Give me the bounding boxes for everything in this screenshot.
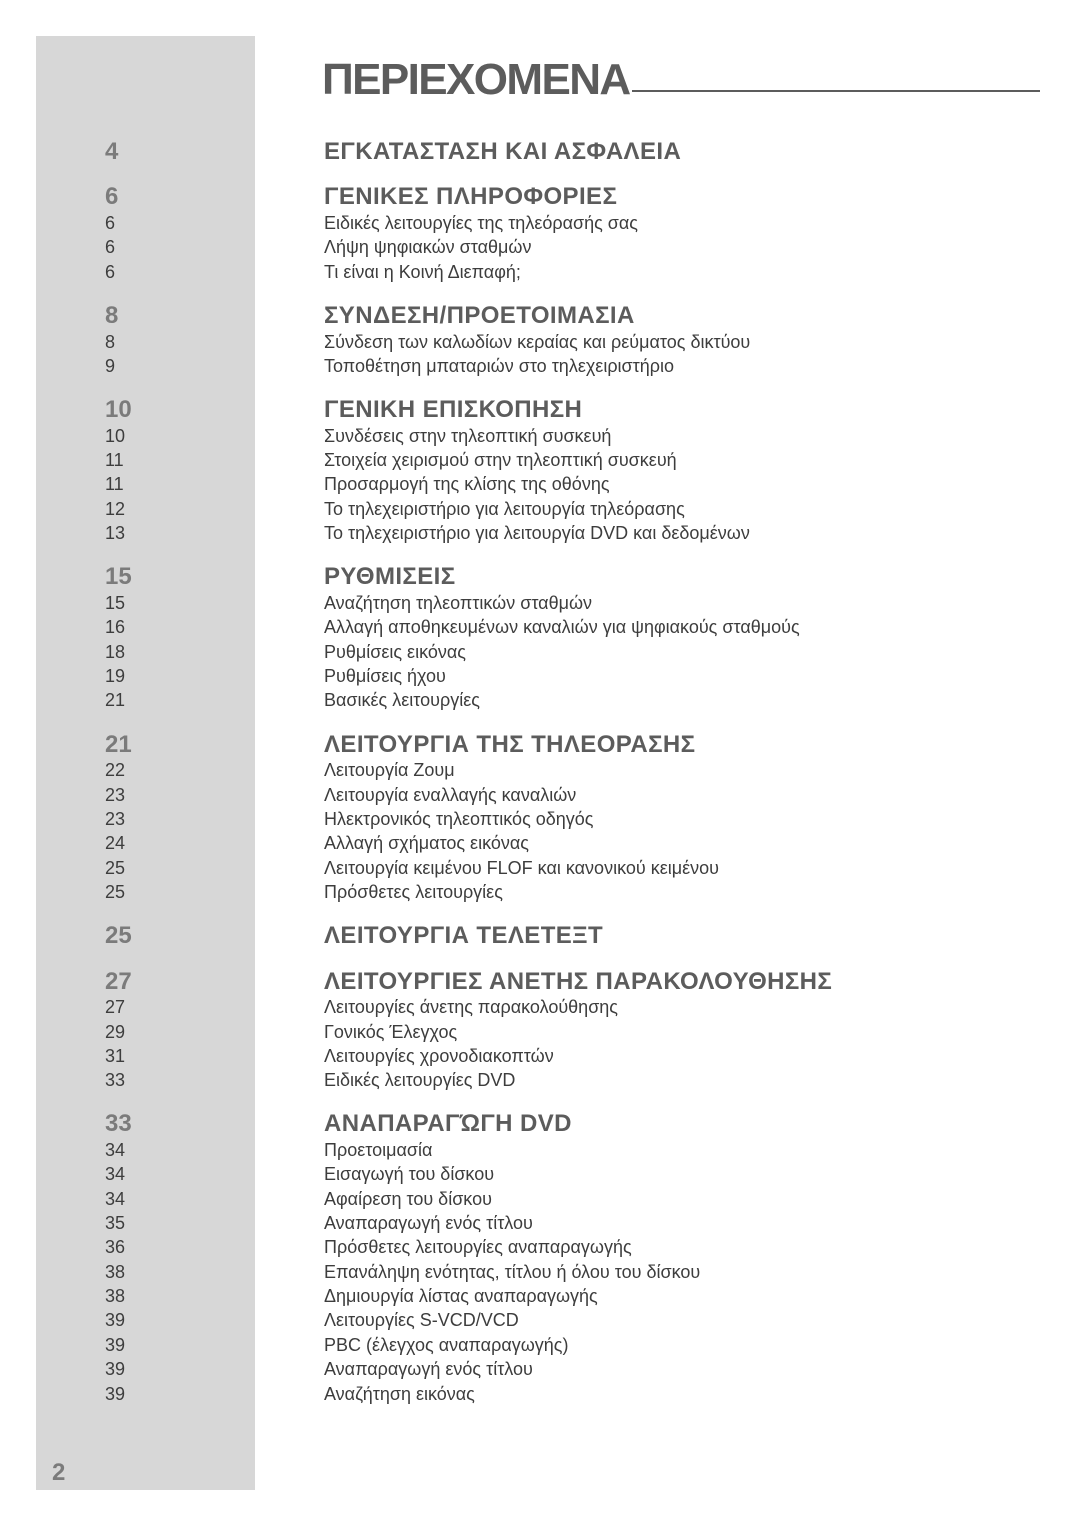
toc-entry	[105, 758, 1045, 782]
page-title: ΠΕΡΙΕΧΟΜΕΝΑ	[322, 55, 630, 104]
toc-entry	[105, 880, 1045, 904]
toc-section	[105, 731, 1045, 905]
section-page-number: 33	[105, 1110, 132, 1138]
entry-title: Λειτουργίες άνετης παρακολούθησης	[324, 997, 618, 1018]
toc-section	[105, 183, 1045, 284]
toc-entry	[105, 235, 1045, 259]
entry-page-number: 23	[105, 784, 126, 805]
toc-entry	[105, 1284, 1045, 1308]
toc-section	[105, 922, 1045, 950]
entry-page-number: 29	[105, 1021, 126, 1042]
entry-title: Προσαρμογή της κλίσης της οθόνης	[324, 474, 610, 495]
toc-entry	[105, 856, 1045, 880]
toc-entry	[105, 688, 1045, 712]
entry-page-number: 34	[105, 1164, 126, 1185]
entry-page-number: 19	[105, 666, 126, 686]
entry-page-number: 11	[105, 450, 124, 471]
entry-title: Σύνδεση των καλωδίων κεραίας και ρεύματος δικτύου	[324, 331, 751, 352]
toc-entry	[105, 1138, 1045, 1162]
toc-entry	[105, 640, 1045, 664]
section-page-number: 21	[105, 730, 132, 758]
entry-page-number: 35	[105, 1213, 126, 1234]
toc-entry	[105, 354, 1045, 378]
section-title: ΣΥΝΔΕΣΗ/ΠΡΟΕΤΟΙΜΑΣΙΑ	[324, 302, 635, 329]
entry-title: Ηλεκτρονικός τηλεοπτικός οδηγός	[324, 808, 594, 829]
section-page-number: 8	[105, 302, 119, 329]
section-heading-row	[105, 183, 1045, 211]
entry-title: Στοιχεία χειρισμού στην τηλεοπτική συσκευή	[324, 450, 677, 471]
section-title: ΑΝΑΠΑΡΑΓΏΓΗ DVD	[324, 1110, 572, 1138]
section-title: ΕΓΚΑΤΑΣΤΑΣΗ ΚΑΙ ΑΣΦΑΛΕΙΑ	[324, 138, 682, 165]
entry-title: Λειτουργίες χρονοδιακοπτών	[324, 1045, 554, 1066]
entry-title: Ρυθμίσεις ήχου	[324, 666, 446, 686]
section-page-number: 27	[105, 967, 132, 995]
entry-page-number: 13	[105, 523, 126, 544]
entry-page-number: 31	[105, 1045, 126, 1066]
entry-title: Λειτουργία εναλλαγής καναλιών	[324, 784, 577, 805]
entry-page-number: 16	[105, 617, 126, 638]
entry-title: Λήψη ψηφιακών σταθμών	[324, 237, 532, 258]
toc-list	[105, 138, 1045, 1406]
toc-entry	[105, 1382, 1045, 1406]
toc-section	[105, 138, 1045, 166]
toc-entry	[105, 521, 1045, 545]
entry-page-number: 38	[105, 1286, 126, 1307]
entry-title: PBC (έλεγχος αναπαραγωγής)	[324, 1334, 569, 1355]
section-title: ΡΥΘΜΙΣΕΙΣ	[324, 563, 456, 591]
entry-page-number: 22	[105, 760, 126, 781]
entry-page-number: 33	[105, 1070, 126, 1091]
toc-entry	[105, 1357, 1045, 1381]
entry-page-number: 18	[105, 641, 126, 662]
section-heading-row	[105, 302, 1045, 330]
section-title: ΛΕΙΤΟΥΡΓΙΑ ΤΕΛΕΤΕΞΤ	[324, 922, 604, 950]
toc-entry	[105, 211, 1045, 235]
entry-page-number: 34	[105, 1140, 126, 1161]
toc-entry	[105, 1308, 1045, 1332]
entry-title: Ρυθμίσεις εικόνας	[324, 641, 466, 662]
toc-entry	[105, 664, 1045, 688]
entry-page-number: 25	[105, 881, 126, 902]
entry-title: Επανάληψη ενότητας, τίτλου ή όλου του δίσκου	[324, 1261, 701, 1282]
toc-entry	[105, 831, 1045, 855]
entry-title: Δημιουργία λίστας αναπαραγωγής	[324, 1286, 598, 1307]
section-title: ΛΕΙΤΟΥΡΓΙΑ ΤΗΣ ΤΗΛΕΟΡΑΣΗΣ	[324, 730, 696, 758]
entry-page-number: 10	[105, 425, 126, 446]
toc-entry	[105, 591, 1045, 615]
entry-title: Αναπαραγωγή ενός τίτλου	[324, 1359, 533, 1380]
title-underline	[632, 90, 1040, 92]
section-heading-row	[105, 1110, 1045, 1138]
entry-title: Αφαίρεση του δίσκου	[324, 1188, 492, 1209]
toc-entry	[105, 497, 1045, 521]
section-page-number: 4	[105, 138, 119, 165]
toc-entry	[105, 1235, 1045, 1259]
toc-entry	[105, 807, 1045, 831]
entry-page-number: 15	[105, 592, 126, 613]
section-heading-row	[105, 138, 1045, 166]
entry-title: Συνδέσεις στην τηλεοπτική συσκευή	[324, 425, 612, 446]
entry-title: Αναζήτηση τηλεοπτικών σταθμών	[324, 592, 593, 613]
section-page-number: 25	[105, 922, 132, 950]
toc-entry	[105, 1333, 1045, 1357]
entry-title: Λειτουργία κειμένου FLOF και κανονικού κειμένου	[324, 857, 719, 878]
entry-title: Πρόσθετες λειτουργίες αναπαραγωγής	[324, 1237, 632, 1258]
toc-entry	[105, 1068, 1045, 1092]
entry-page-number: 6	[105, 237, 116, 258]
entry-title: Προετοιμασία	[324, 1140, 433, 1161]
toc-section	[105, 968, 1045, 1093]
entry-title: Αλλαγή σχήματος εικόνας	[324, 833, 529, 854]
entry-title: Αλλαγή αποθηκευμένων καναλιών για ψηφιακούς σταθμούς	[324, 617, 800, 638]
toc-section	[105, 1110, 1045, 1405]
toc-entry	[105, 424, 1045, 448]
entry-page-number: 6	[105, 261, 116, 282]
entry-title: Πρόσθετες λειτουργίες	[324, 881, 503, 902]
entry-title: Ειδικές λειτουργίες DVD	[324, 1070, 516, 1091]
section-heading-row	[105, 396, 1045, 424]
section-heading-row	[105, 968, 1045, 996]
toc-entry	[105, 615, 1045, 639]
section-heading-row	[105, 731, 1045, 759]
entry-title: Βασικές λειτουργίες	[324, 690, 480, 711]
entry-title: Το τηλεχειριστήριο για λειτουργία τηλεόρασης	[324, 498, 685, 519]
toc-entry	[105, 1211, 1045, 1235]
entry-title: Αναζήτηση εικόνας	[324, 1383, 475, 1404]
entry-title: Λειτουργίες S-VCD/VCD	[324, 1310, 519, 1331]
entry-page-number: 39	[105, 1310, 126, 1331]
entry-page-number: 38	[105, 1261, 126, 1282]
section-title: ΓΕΝΙΚΗ ΕΠΙΣΚΟΠΗΣΗ	[324, 396, 583, 424]
entry-page-number: 36	[105, 1237, 126, 1258]
entry-title: Τοποθέτηση μπαταριών στο τηλεχειριστήριο	[324, 355, 675, 376]
toc-entry	[105, 1187, 1045, 1211]
section-page-number: 15	[105, 563, 132, 591]
entry-page-number: 6	[105, 213, 116, 234]
toc-entry	[105, 1162, 1045, 1186]
toc-entry	[105, 260, 1045, 284]
section-title: ΓΕΝΙΚΕΣ ΠΛΗΡΟΦΟΡΙΕΣ	[324, 183, 618, 211]
entry-title: Ειδικές λειτουργίες της τηλεόρασής σας	[324, 213, 638, 234]
toc-entry	[105, 783, 1045, 807]
entry-title: Το τηλεχειριστήριο για λειτουργία DVD και δεδομένων	[324, 523, 750, 544]
entry-page-number: 39	[105, 1383, 126, 1404]
page-number: 2	[52, 1459, 66, 1486]
toc-entry	[105, 1044, 1045, 1068]
toc-entry	[105, 448, 1045, 472]
entry-page-number: 21	[105, 690, 126, 711]
entry-page-number: 25	[105, 857, 126, 878]
entry-page-number: 39	[105, 1334, 126, 1355]
entry-page-number: 12	[105, 498, 126, 519]
toc-section	[105, 396, 1045, 545]
toc-entry	[105, 472, 1045, 496]
entry-title: Γονικός Έλεγχος	[324, 1021, 458, 1042]
entry-title: Τι είναι η Κοινή Διεπαφή;	[324, 261, 521, 282]
entry-page-number: 8	[105, 331, 116, 352]
toc-entry	[105, 330, 1045, 354]
entry-page-number: 9	[105, 355, 116, 376]
toc-entry	[105, 1020, 1045, 1044]
entry-page-number: 23	[105, 808, 126, 829]
entry-page-number: 24	[105, 833, 126, 854]
toc-entry	[105, 1260, 1045, 1284]
entry-page-number: 27	[105, 997, 126, 1018]
toc-section	[105, 563, 1045, 712]
entry-page-number: 39	[105, 1359, 126, 1380]
toc-section	[105, 302, 1045, 378]
entry-title: Εισαγωγή του δίσκου	[324, 1164, 495, 1185]
entry-page-number: 11	[105, 474, 124, 495]
section-page-number: 6	[105, 183, 119, 211]
entry-title: Αναπαραγωγή ενός τίτλου	[324, 1213, 533, 1234]
section-page-number: 10	[105, 396, 132, 424]
entry-page-number: 34	[105, 1188, 126, 1209]
toc-entry	[105, 995, 1045, 1019]
section-heading-row	[105, 563, 1045, 591]
section-title: ΛΕΙΤΟΥΡΓΙΕΣ ΑΝΕΤΗΣ ΠΑΡΑΚΟΛΟΥΘΗΣΗΣ	[324, 967, 833, 995]
section-heading-row	[105, 922, 1045, 950]
entry-title: Λειτουργία Ζουμ	[324, 760, 455, 781]
